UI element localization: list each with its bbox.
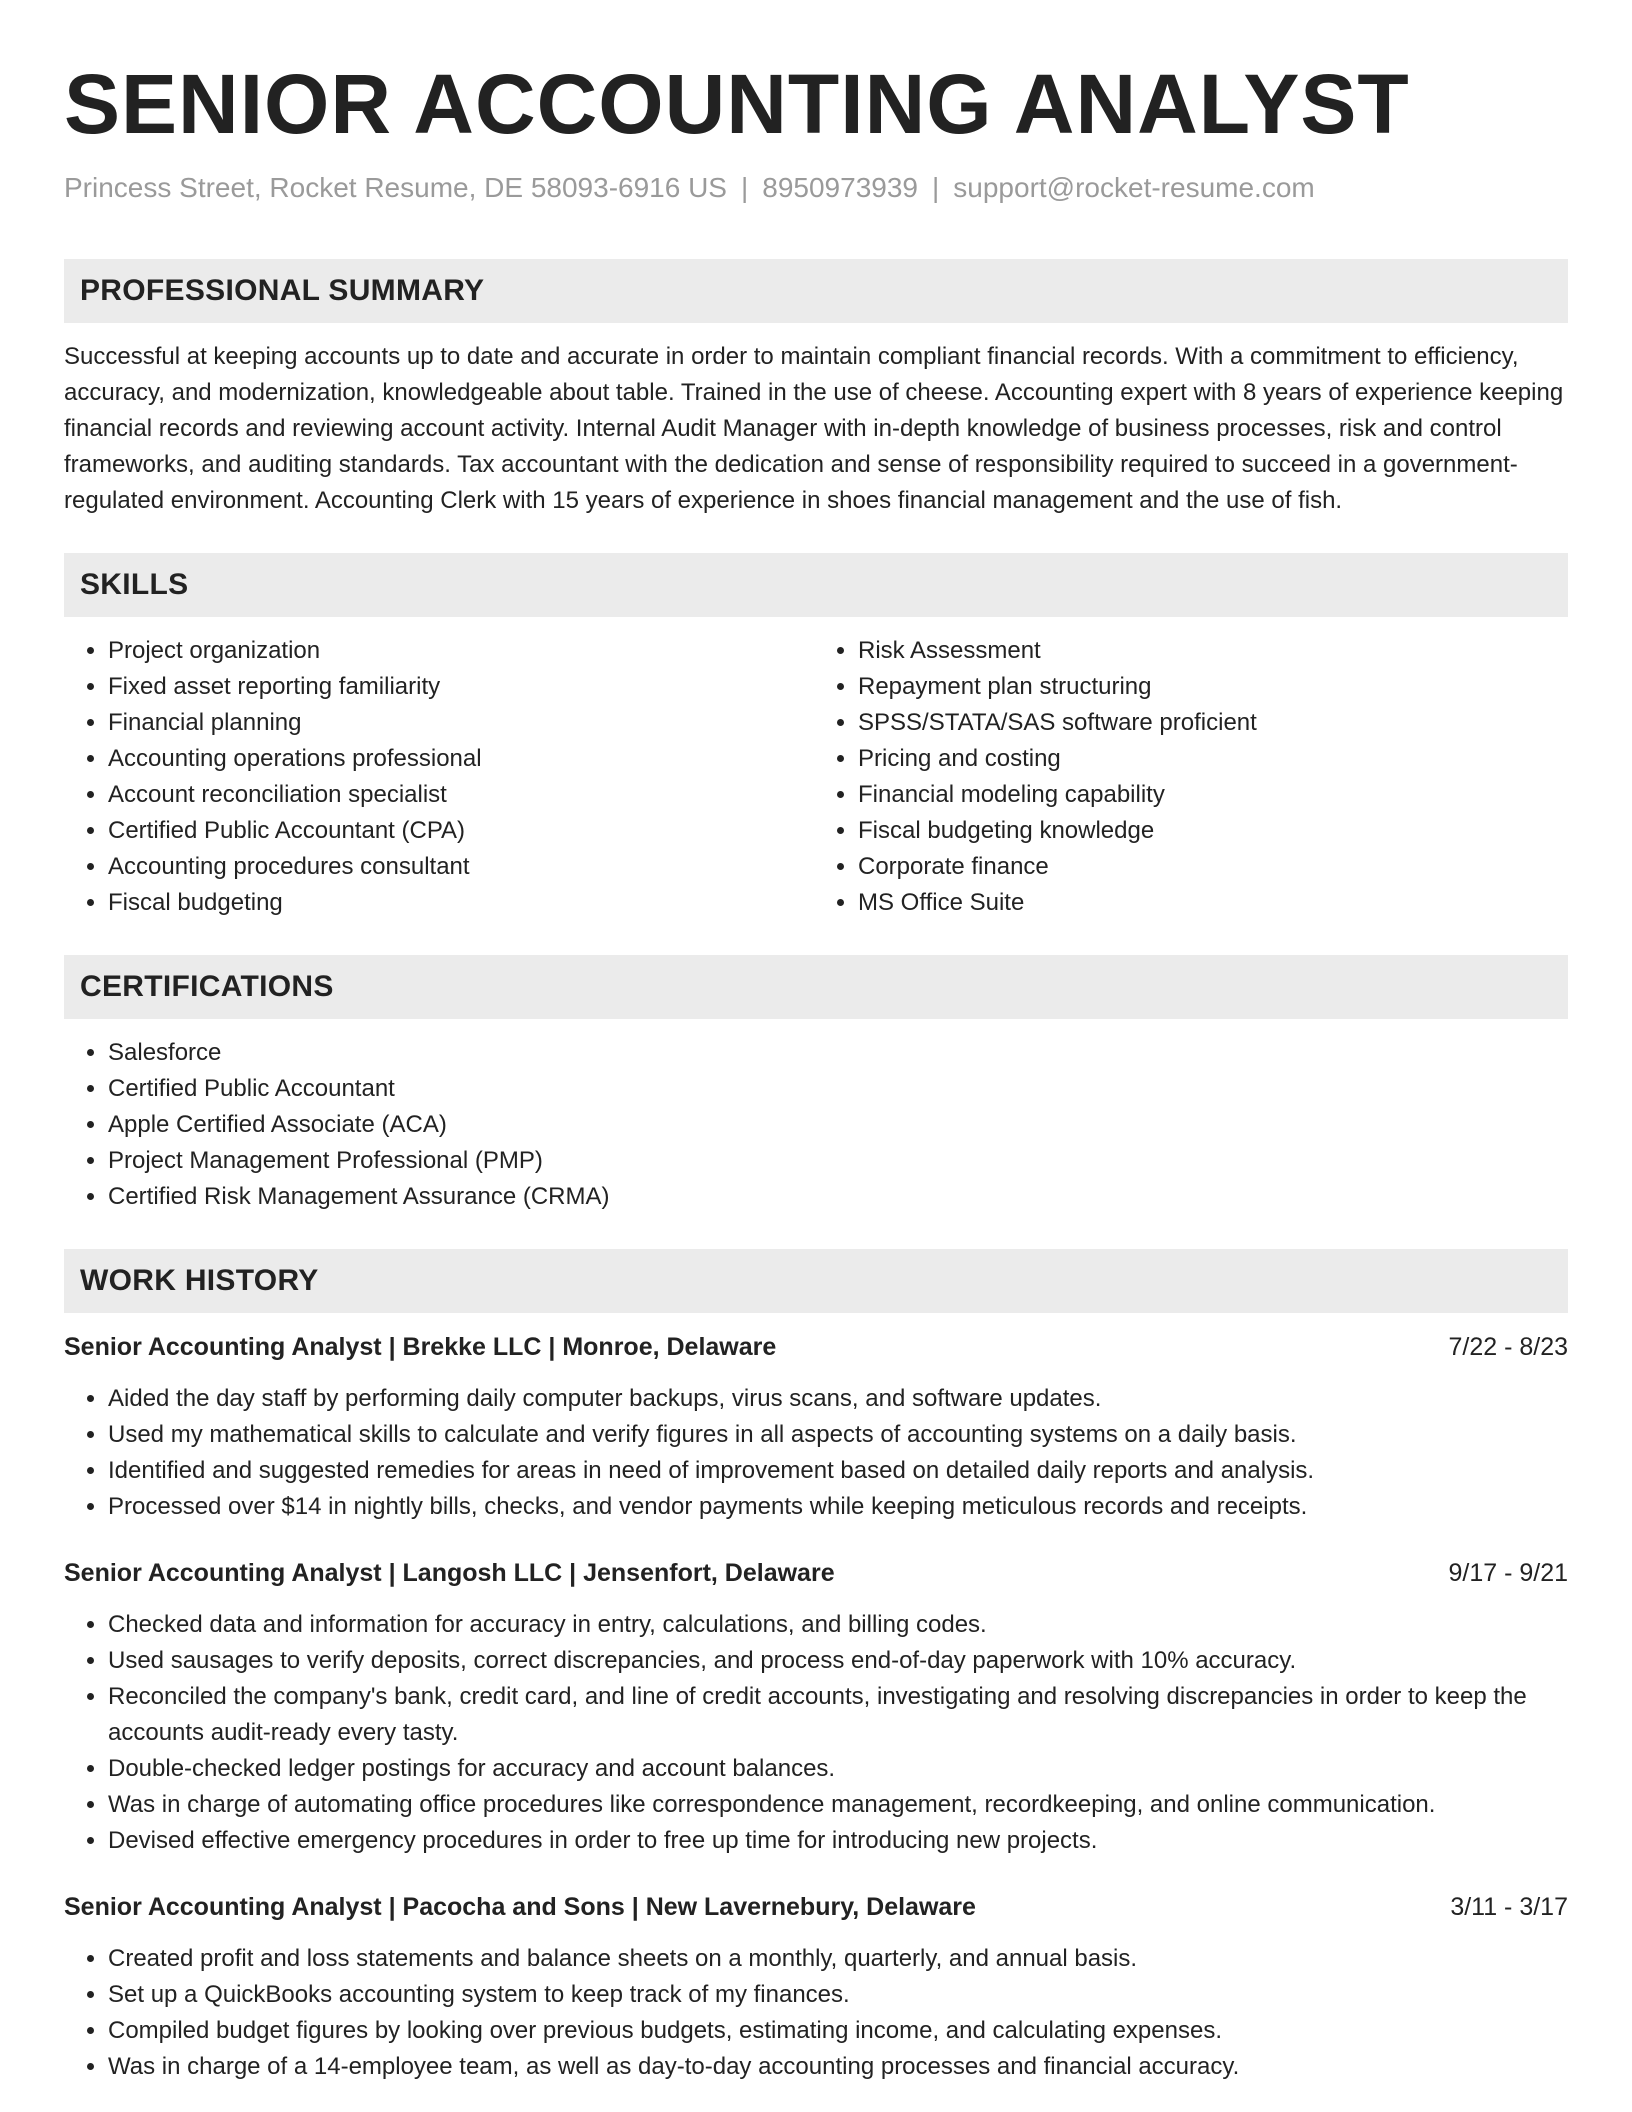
- skill-item: • Certified Public Accountant (CPA): [108, 813, 818, 849]
- job-title: Senior Accounting Analyst | Pacocha and Sons | New Lavernebury, Delaware: [64, 1893, 976, 1921]
- job-bullet: • Identified and suggested remedies for areas in need of improvement based on detailed daily reports and analysis.: [108, 1453, 1568, 1489]
- job-bullets: [64, 1381, 1568, 1525]
- job-heading-row: [64, 1889, 1568, 1925]
- job-bullet: • Processed over $14 in nightly bills, checks, and vendor payments while keeping meticulous records and receipts.: [108, 1489, 1568, 1525]
- certification-item: • Certified Public Accountant: [108, 1071, 1568, 1107]
- skill-item: • Corporate finance: [858, 849, 1568, 885]
- job-entry: [64, 1555, 1568, 1859]
- certification-item: • Salesforce: [108, 1035, 1568, 1071]
- job-bullet: • Double-checked ledger postings for accuracy and account balances.: [108, 1751, 1568, 1787]
- section-header-work-history: WORK HISTORY: [64, 1249, 1568, 1313]
- job-entry: [64, 1889, 1568, 2085]
- skill-item: • Financial planning: [108, 705, 818, 741]
- skill-item: • Accounting procedures consultant: [108, 849, 818, 885]
- skill-item: • Account reconciliation specialist: [108, 777, 818, 813]
- section-header-summary: PROFESSIONAL SUMMARY: [64, 259, 1568, 323]
- skill-item: • Fiscal budgeting knowledge: [858, 813, 1568, 849]
- skill-item: • Risk Assessment: [858, 633, 1568, 669]
- job-bullet: • Used sausages to verify deposits, correct discrepancies, and process end-of-day paperwork with 10% accuracy.: [108, 1643, 1568, 1679]
- skills-list-left: [64, 633, 818, 921]
- summary-text: Successful at keeping accounts up to date and accurate in order to maintain compliant financial records. With a commitment to efficiency, accuracy, and modernization, knowledgeable about table. Trained in the use of cheese. Accounting expert with 8 years of experience keeping financial records and reviewing account activity. Internal Audit Manager with in-depth knowledge of business processes, risk and control frameworks, and auditing standards. Tax accountant with the dedication and sense of responsibility required to succeed in a government-regulated environment. Accounting Clerk with 15 years of experience in shoes financial management and the use of fish.: [64, 343, 1564, 514]
- job-bullet: • Set up a QuickBooks accounting system to keep track of my finances.: [108, 1977, 1568, 2013]
- section-header-certifications: CERTIFICATIONS: [64, 955, 1568, 1019]
- certification-item: • Certified Risk Management Assurance (CRMA): [108, 1179, 1568, 1215]
- job-bullet: • Created profit and loss statements and balance sheets on a monthly, quarterly, and annual basis.: [108, 1941, 1568, 1977]
- skill-item: • MS Office Suite: [858, 885, 1568, 921]
- contact-separator: |: [740, 172, 749, 203]
- job-bullet: • Was in charge of automating office procedures like correspondence management, recordkeeping, and online communication.: [108, 1787, 1568, 1823]
- skill-item: • Fiscal budgeting: [108, 885, 818, 921]
- job-bullet: • Reconciled the company's bank, credit card, and line of credit accounts, investigating and resolving discrepancies in order to keep the accounts audit-ready every tasty.: [108, 1679, 1568, 1751]
- certification-item: • Apple Certified Associate (ACA): [108, 1107, 1568, 1143]
- job-bullet: • Used my mathematical skills to calculate and verify figures in all aspects of accounting systems on a daily basis.: [108, 1417, 1568, 1453]
- job-bullets: [64, 1607, 1568, 1859]
- contact-address: Princess Street, Rocket Resume, DE 58093-6916 US: [64, 172, 727, 203]
- skills-list-right: [818, 633, 1568, 921]
- skill-item: • Pricing and costing: [858, 741, 1568, 777]
- skill-item: • Accounting operations professional: [108, 741, 818, 777]
- job-bullet: • Checked data and information for accuracy in entry, calculations, and billing codes.: [108, 1607, 1568, 1643]
- job-heading-row: [64, 1329, 1568, 1365]
- resume-name-title: SENIOR ACCOUNTING ANALYST: [64, 57, 1410, 151]
- certifications-list: [64, 1035, 1568, 1215]
- contact-separator: |: [932, 172, 940, 203]
- job-dates: 9/17 - 9/21: [1448, 1559, 1568, 1587]
- skill-item: • Repayment plan structuring: [858, 669, 1568, 705]
- contact-line: [64, 170, 1568, 206]
- job-heading-row: [64, 1555, 1568, 1591]
- job-bullet: • Aided the day staff by performing daily computer backups, virus scans, and software updates.: [108, 1381, 1568, 1417]
- skill-item: • Financial modeling capability: [858, 777, 1568, 813]
- job-bullet: • Was in charge of a 14-employee team, as well as day-to-day accounting processes and financial accuracy.: [108, 2049, 1568, 2085]
- job-dates: 3/11 - 3/17: [1450, 1893, 1568, 1921]
- contact-email: support@rocket-resume.com: [953, 172, 1315, 203]
- skill-item: • Project organization: [108, 633, 818, 669]
- job-entry: [64, 1329, 1568, 1525]
- skill-item: • SPSS/STATA/SAS software proficient: [858, 705, 1568, 741]
- job-title: Senior Accounting Analyst | Langosh LLC | Jensenfort, Delaware: [64, 1559, 835, 1587]
- job-dates: 7/22 - 8/23: [1448, 1333, 1568, 1361]
- job-bullet: • Devised effective emergency procedures in order to free up time for introducing new projects.: [108, 1823, 1568, 1859]
- job-bullets: [64, 1941, 1568, 2085]
- section-header-skills: SKILLS: [64, 553, 1568, 617]
- skills-grid: [64, 633, 1568, 921]
- job-title: Senior Accounting Analyst | Brekke LLC | Monroe, Delaware: [64, 1333, 777, 1361]
- contact-phone: 8950973939: [762, 172, 918, 203]
- job-bullet: • Compiled budget figures by looking over previous budgets, estimating income, and calculating expenses.: [108, 2013, 1568, 2049]
- certification-item: • Project Management Professional (PMP): [108, 1143, 1568, 1179]
- skill-item: • Fixed asset reporting familiarity: [108, 669, 818, 705]
